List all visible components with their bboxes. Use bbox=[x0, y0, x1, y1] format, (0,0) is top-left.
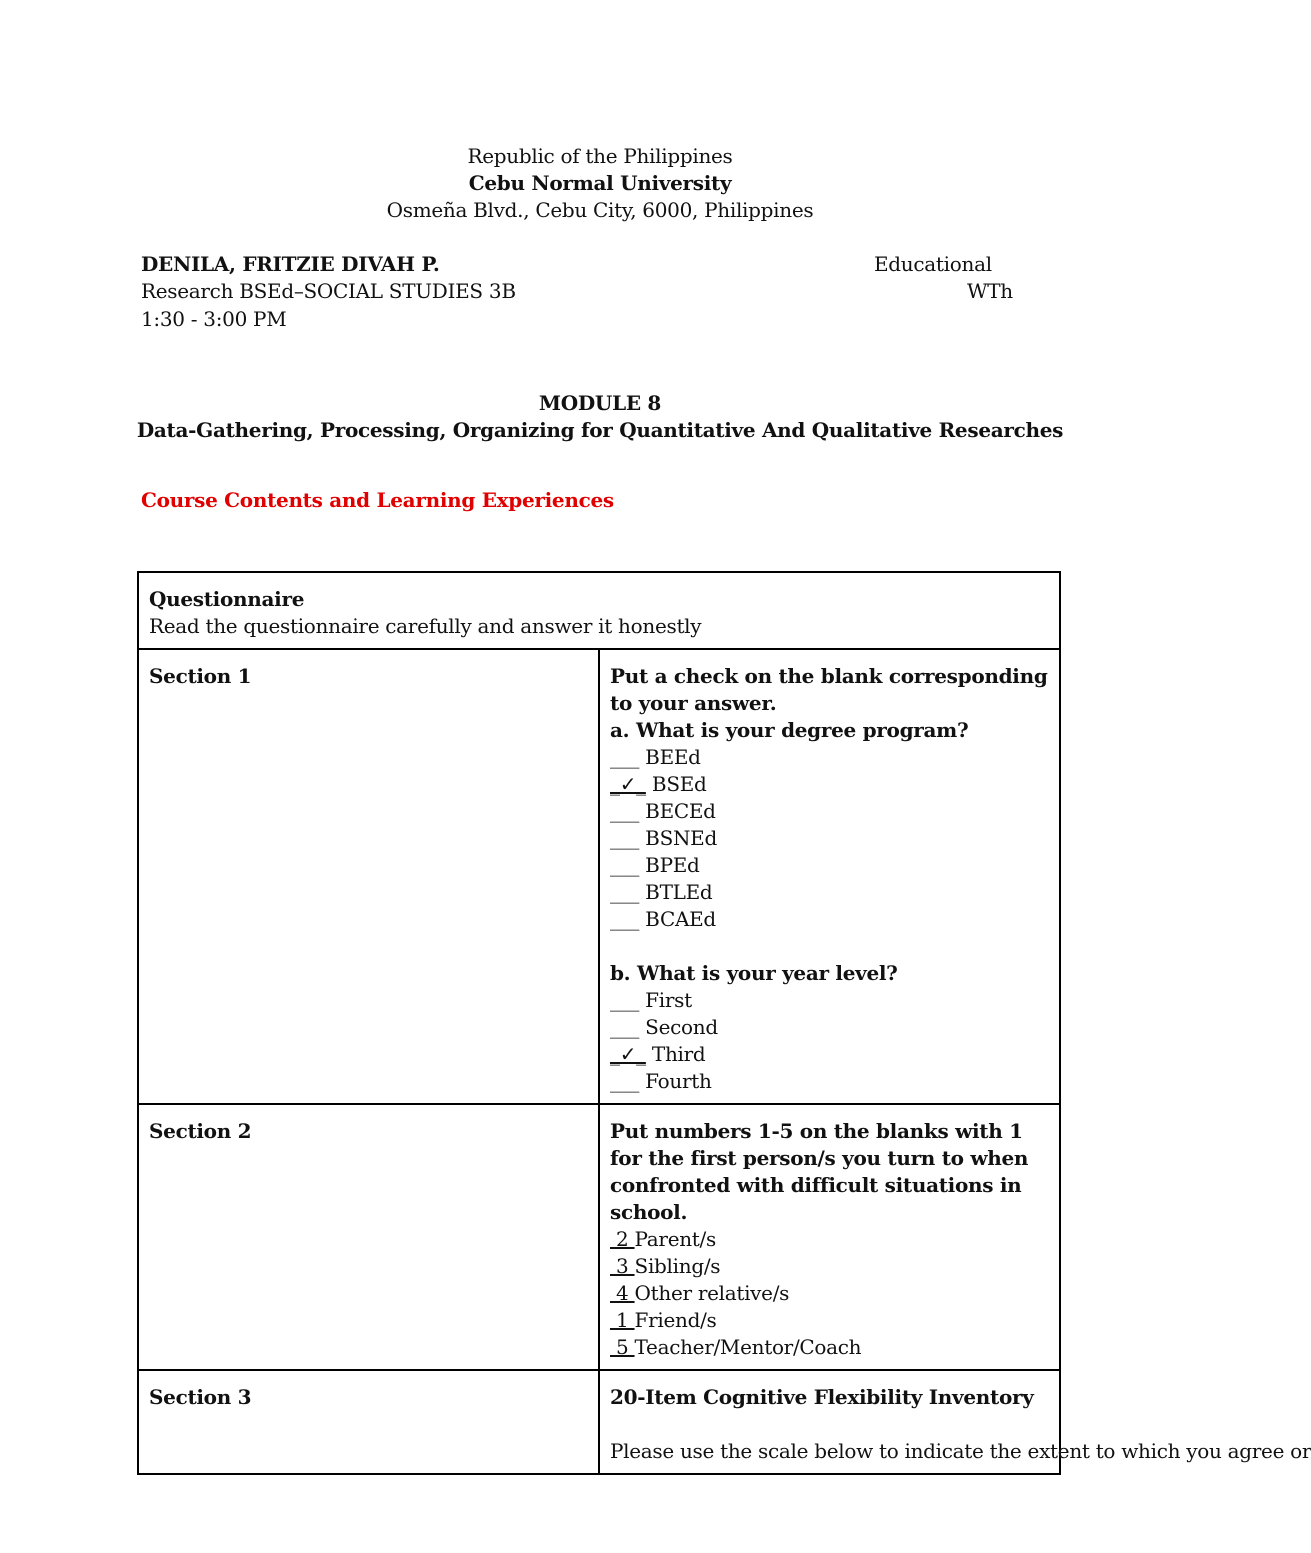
option-label: Fourth bbox=[645, 1069, 712, 1093]
module-number: MODULE 8 bbox=[538, 391, 662, 415]
answer-blank[interactable]: ___ bbox=[610, 880, 640, 904]
section2-instruction: Put numbers 1-5 on the blanks with 1 for the first person/s you turn to when confronted with difficult situations in school. bbox=[610, 1119, 1029, 1224]
answer-blank[interactable]: ___ bbox=[610, 799, 640, 823]
rank-label: Other relative/s bbox=[634, 1281, 790, 1305]
spacer bbox=[610, 1411, 1049, 1438]
section1-label-cell bbox=[138, 649, 599, 1104]
section3-instruction: Please use the scale below to indicate the extent to which you agree or bbox=[610, 1439, 1311, 1463]
question-a: a. What is your degree program? bbox=[610, 718, 969, 742]
section1-label: Section 1 bbox=[149, 664, 252, 688]
option-beed[interactable] bbox=[610, 744, 1049, 771]
course-program: Research BSEd–SOCIAL STUDIES 3B bbox=[141, 279, 516, 303]
section3-content-cell bbox=[599, 1370, 1311, 1474]
section3-title: 20-Item Cognitive Flexibility Inventory bbox=[610, 1385, 1034, 1409]
option-label: BECEd bbox=[645, 799, 716, 823]
rank-item-parents[interactable] bbox=[610, 1226, 1049, 1253]
option-label: BSNEd bbox=[645, 826, 717, 850]
rank-label: Friend/s bbox=[634, 1308, 717, 1332]
rank-blank[interactable]: 2 bbox=[610, 1227, 635, 1251]
rank-item-relatives[interactable] bbox=[610, 1280, 1049, 1307]
section1-content-cell bbox=[599, 649, 1060, 1104]
university-address: Osmeña Blvd., Cebu City, 6000, Philippines bbox=[386, 198, 814, 222]
answer-blank[interactable]: ___ bbox=[610, 745, 640, 769]
question-b: b. What is your year level? bbox=[610, 961, 898, 985]
rank-item-siblings[interactable] bbox=[610, 1253, 1049, 1280]
section3-label-cell bbox=[138, 1370, 599, 1474]
option-label: BSEd bbox=[651, 772, 707, 796]
section1-instruction: Put a check on the blank corresponding to your answer. bbox=[610, 664, 1048, 715]
class-days: WTh bbox=[967, 279, 1013, 303]
rank-blank[interactable]: 5 bbox=[610, 1335, 635, 1359]
questionnaire-instruction: Read the questionnaire carefully and answer it honestly bbox=[149, 614, 702, 638]
module-title: Data-Gathering, Processing, Organizing for Quantitative And Qualitative Researches bbox=[136, 418, 1064, 442]
option-label: Third bbox=[651, 1042, 706, 1066]
answer-blank[interactable]: ___ bbox=[610, 1015, 640, 1039]
option-label: BCAEd bbox=[645, 907, 716, 931]
student-name: DENILA, FRITZIE DIVAH P. bbox=[141, 252, 440, 276]
option-first[interactable] bbox=[610, 987, 1049, 1014]
option-bcaed[interactable] bbox=[610, 906, 1049, 933]
option-bsed[interactable] bbox=[610, 771, 1049, 798]
class-time: 1:30 - 3:00 PM bbox=[141, 307, 287, 331]
questionnaire-title: Questionnaire bbox=[149, 587, 305, 611]
option-label: BPEd bbox=[645, 853, 700, 877]
section3-label: Section 3 bbox=[149, 1385, 252, 1409]
rank-label: Sibling/s bbox=[634, 1254, 721, 1278]
course-word: Educational bbox=[874, 252, 992, 276]
section2-content-cell bbox=[599, 1104, 1060, 1370]
rank-blank[interactable]: 4 bbox=[610, 1281, 635, 1305]
rank-item-friends[interactable] bbox=[610, 1307, 1049, 1334]
section2-label: Section 2 bbox=[149, 1119, 252, 1143]
checked-blank[interactable]: _✓_ bbox=[610, 1042, 646, 1066]
option-label: First bbox=[645, 988, 692, 1012]
answer-blank[interactable]: ___ bbox=[610, 988, 640, 1012]
answer-blank[interactable]: ___ bbox=[610, 826, 640, 850]
option-label: Second bbox=[645, 1015, 718, 1039]
rank-label: Teacher/Mentor/Coach bbox=[634, 1335, 862, 1359]
option-bsned[interactable] bbox=[610, 825, 1049, 852]
answer-blank[interactable]: ___ bbox=[610, 907, 640, 931]
answer-blank[interactable]: ___ bbox=[610, 1069, 640, 1093]
option-label: BEEd bbox=[645, 745, 701, 769]
university-name: Cebu Normal University bbox=[468, 171, 732, 195]
questionnaire-table bbox=[137, 571, 1311, 1475]
option-label: BTLEd bbox=[645, 880, 713, 904]
option-beced[interactable] bbox=[610, 798, 1049, 825]
option-bped[interactable] bbox=[610, 852, 1049, 879]
republic-line: Republic of the Philippines bbox=[467, 144, 733, 168]
section-heading: Course Contents and Learning Experiences bbox=[141, 488, 614, 512]
checked-blank[interactable]: _✓_ bbox=[610, 772, 646, 796]
option-third[interactable] bbox=[610, 1041, 1049, 1068]
rank-label: Parent/s bbox=[634, 1227, 716, 1251]
rank-blank[interactable]: 1 bbox=[610, 1308, 635, 1332]
rank-blank[interactable]: 3 bbox=[610, 1254, 635, 1278]
answer-blank[interactable]: ___ bbox=[610, 853, 640, 877]
spacer bbox=[610, 933, 1049, 960]
option-second[interactable] bbox=[610, 1014, 1049, 1041]
rank-item-teacher[interactable] bbox=[610, 1334, 1049, 1361]
option-btled[interactable] bbox=[610, 879, 1049, 906]
option-fourth[interactable] bbox=[610, 1068, 1049, 1095]
section2-label-cell bbox=[138, 1104, 599, 1370]
questionnaire-header-cell bbox=[138, 572, 1060, 649]
